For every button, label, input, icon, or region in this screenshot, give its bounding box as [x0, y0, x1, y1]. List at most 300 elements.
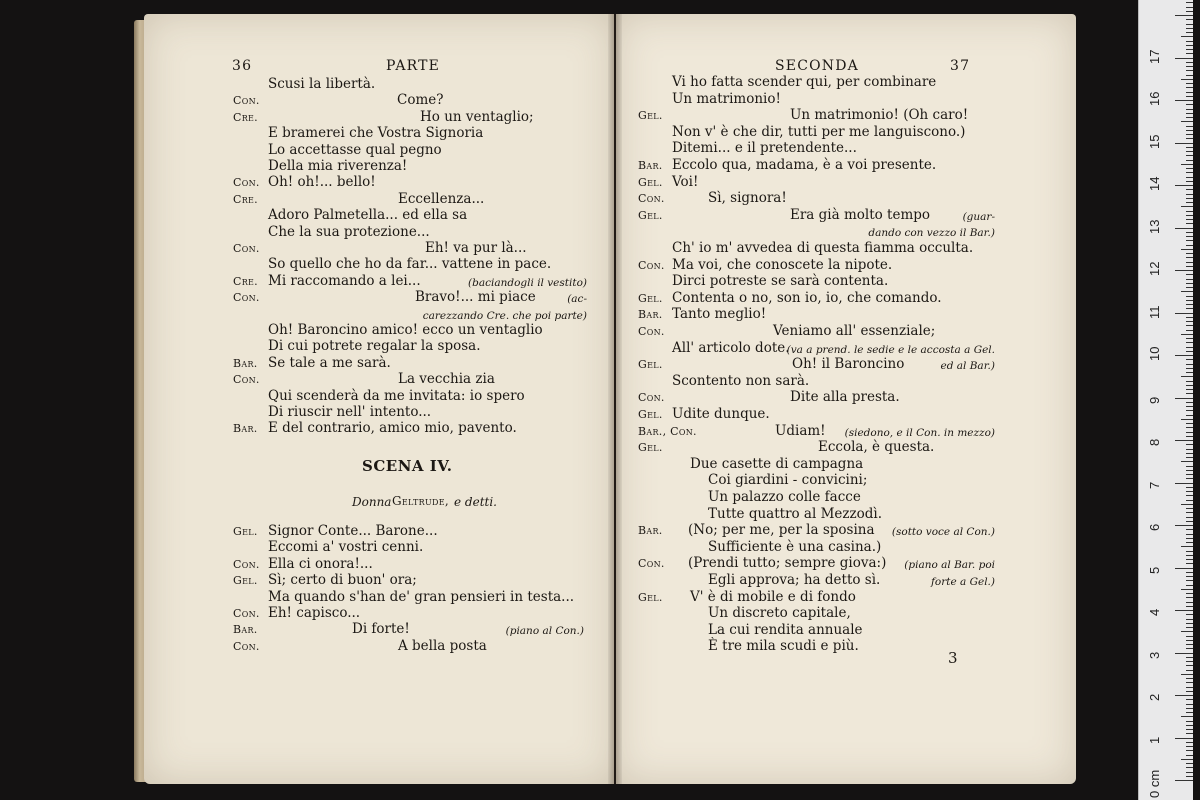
ruler-tick: [1186, 466, 1193, 467]
ruler-tick: [1186, 211, 1193, 212]
ruler-tick: [1186, 640, 1193, 641]
ruler-tick: [1186, 691, 1193, 692]
running-head: PARTE: [386, 58, 441, 74]
ruler-tick: [1186, 559, 1193, 560]
ruler-tick: [1186, 368, 1193, 369]
speaker-label: Bar.: [638, 524, 663, 538]
ruler-tick: [1186, 538, 1193, 539]
ruler-tick: [1186, 712, 1193, 713]
verse-line: Ma voi, che conoscete la nipote.: [672, 256, 893, 273]
ruler-tick: [1186, 240, 1193, 241]
ruler-tick: [1186, 410, 1193, 411]
verse-line: Lo accettasse qual pegno: [268, 141, 442, 158]
ruler-tick: [1175, 398, 1193, 399]
ruler-tick: [1186, 304, 1193, 305]
verse-line: Eh! capisco...: [268, 605, 361, 621]
ruler-tick: [1186, 7, 1193, 8]
ruler-tick: [1181, 79, 1193, 80]
ruler-tick: [1175, 15, 1193, 16]
ruler-tick: [1175, 228, 1193, 229]
ruler-tick: [1186, 53, 1193, 54]
stage-direction: (ac-: [567, 293, 587, 306]
speaker-label: Gel.: [638, 109, 663, 123]
ruler-tick: [1186, 555, 1193, 556]
ruler-tick: [1186, 521, 1193, 522]
ruler-tick: [1186, 177, 1193, 178]
ruler-tick: [1186, 491, 1193, 492]
verse-line: Un matrimonio!: [672, 90, 781, 107]
speaker-label: Con.: [233, 242, 260, 255]
measuring-ruler: [1138, 0, 1193, 800]
speaker-label: Cre.: [233, 274, 258, 288]
speaker-label: Gel.: [233, 525, 258, 538]
ruler-tick: [1181, 589, 1193, 590]
ruler-tick: [1186, 746, 1193, 747]
verse-line: Contenta o no, son io, io, che comando.: [672, 289, 942, 306]
ruler-tick: [1181, 759, 1193, 760]
ruler-tick: [1175, 185, 1193, 186]
ruler-tick: [1175, 483, 1193, 484]
verse-line: Mi raccomando a lei...: [268, 272, 421, 289]
ruler-tick: [1186, 330, 1193, 331]
ruler-tick: [1186, 665, 1193, 666]
ruler-label: 3: [1147, 651, 1162, 659]
ruler-tick: [1186, 602, 1193, 603]
ruler-tick: [1186, 87, 1193, 88]
speaker-label: Con.: [638, 391, 665, 405]
speaker-label: Gel.: [638, 358, 663, 372]
ruler-tick: [1181, 461, 1193, 462]
ruler-label: 1: [1147, 736, 1162, 744]
ruler-tick: [1186, 245, 1193, 246]
verse-line: Dirci potreste se sarà contenta.: [672, 273, 889, 290]
speaker-label: Con.: [233, 373, 260, 387]
speaker-label: Con.: [233, 607, 260, 620]
ruler-tick: [1186, 393, 1193, 394]
verse-line: Era già molto tempo: [790, 206, 931, 223]
ruler-tick: [1186, 308, 1193, 309]
ruler-tick: [1186, 325, 1193, 326]
ruler-label: 16: [1147, 91, 1162, 106]
ruler-tick: [1181, 36, 1193, 37]
ruler-tick: [1186, 321, 1193, 322]
verse-line: Vi ho fatta scender qui, per combinare: [672, 74, 937, 90]
scene-subtitle-name: Geltrude,: [392, 494, 449, 508]
ruler-tick: [1186, 49, 1193, 50]
ruler-tick: [1186, 648, 1193, 649]
verse-line: Scontento non sarà.: [672, 372, 810, 389]
stage-direction: dando con vezzo il Bar.): [868, 227, 995, 240]
stage-direction: ed al Bar.): [940, 360, 995, 373]
speaker-label: Bar.: [233, 623, 258, 637]
ruler-tick: [1186, 487, 1193, 488]
ruler-tick: [1186, 512, 1193, 513]
ruler-tick: [1186, 725, 1193, 726]
ruler-tick: [1186, 113, 1193, 114]
ruler-tick: [1186, 126, 1193, 127]
signature-mark: 3: [948, 649, 958, 667]
verse-line: Voi!: [672, 173, 699, 190]
ruler-tick: [1186, 96, 1193, 97]
ruler-tick: [1186, 755, 1193, 756]
ruler-tick: [1181, 334, 1193, 335]
ruler-tick: [1186, 627, 1193, 628]
ruler-tick: [1186, 415, 1193, 416]
verse-line: È tre mila scudi e più.: [708, 638, 859, 655]
ruler-tick: [1186, 708, 1193, 709]
page-number: 37: [950, 58, 971, 74]
ruler-tick: [1186, 253, 1193, 254]
ruler-label: 0 cm: [1147, 769, 1162, 798]
verse-line: Adoro Palmetella... ed ella sa: [268, 207, 468, 224]
ruler-tick: [1186, 75, 1193, 76]
ruler-tick: [1186, 733, 1193, 734]
speaker-label: Gel.: [233, 574, 258, 588]
ruler-tick: [1186, 232, 1193, 233]
scene-subtitle: Donna: [352, 495, 392, 509]
verse-line: Di riuscir nell' intento...: [268, 404, 432, 420]
ruler-tick: [1186, 542, 1193, 543]
speaker-label: Gel.: [638, 175, 663, 189]
ruler-tick: [1186, 338, 1193, 339]
ruler-label: 4: [1147, 608, 1162, 616]
ruler-tick: [1186, 257, 1193, 258]
ruler-tick: [1186, 296, 1193, 297]
ruler-tick: [1186, 347, 1193, 348]
speaker-label: Con.: [638, 192, 665, 206]
scene-heading: SCENA IV.: [362, 457, 453, 475]
verse-line: Che la sua protezione...: [268, 223, 430, 240]
speaker-label: Gel.: [638, 441, 663, 455]
ruler-label: 10: [1147, 346, 1162, 361]
verse-line: So quello che ho da far... vattene in pace.: [268, 256, 552, 273]
ruler-tick: [1186, 381, 1193, 382]
verse-line: Ditemi... e il pretendente...: [672, 140, 857, 157]
running-head: SECONDA: [775, 58, 859, 74]
ruler-label: 12: [1147, 261, 1162, 276]
speaker-label: Con.: [233, 557, 260, 571]
ruler-tick: [1186, 385, 1193, 386]
ruler-tick: [1175, 653, 1193, 654]
stage-direction: (piano al Bar. poi: [904, 559, 995, 572]
ruler-tick: [1175, 780, 1193, 781]
speaker-label: Con.: [638, 325, 665, 338]
ruler-tick: [1186, 687, 1193, 688]
ruler-tick: [1186, 593, 1193, 594]
ruler-tick: [1186, 359, 1193, 360]
ruler-label: 5: [1147, 566, 1162, 574]
ruler-tick: [1186, 580, 1193, 581]
ruler-tick: [1181, 546, 1193, 547]
ruler-tick: [1186, 563, 1193, 564]
ruler-tick: [1186, 11, 1193, 12]
ruler-tick: [1175, 143, 1193, 144]
ruler-tick: [1186, 772, 1193, 773]
ruler-tick: [1186, 364, 1193, 365]
verse-line: Un palazzo colle facce: [708, 489, 861, 505]
verse-line: Qui scenderà da me invitata: io spero: [268, 387, 525, 404]
ruler-tick: [1186, 729, 1193, 730]
verse-line: All' articolo dote.: [672, 339, 790, 356]
ruler-tick: [1186, 644, 1193, 645]
ruler-label: 15: [1147, 134, 1162, 149]
speaker-label: Con.: [638, 258, 665, 272]
verse-line: Sì; certo di buon' ora;: [268, 572, 417, 589]
verse-line: (Prendi tutto; sempre giova:): [688, 555, 887, 572]
ruler-tick: [1186, 457, 1193, 458]
ruler-label: 8: [1147, 438, 1162, 446]
speaker-label: Gel.: [638, 408, 663, 421]
speaker-label: Con.: [233, 176, 260, 190]
ruler-tick: [1186, 160, 1193, 161]
verse-line: Un matrimonio! (Oh caro!: [790, 107, 969, 124]
verse-line: Eh! va pur là...: [425, 240, 527, 256]
speaker-label: Con.: [233, 639, 260, 653]
stage-direction: (piano al Con.): [505, 625, 584, 638]
ruler-tick: [1181, 291, 1193, 292]
ruler-tick: [1175, 695, 1193, 696]
ruler-tick: [1175, 568, 1193, 569]
stage-direction: forte a Gel.): [931, 576, 995, 588]
ruler-tick: [1186, 406, 1193, 407]
ruler-tick: [1186, 529, 1193, 530]
verse-line: V' è di mobile e di fondo: [690, 588, 856, 605]
ruler-tick: [1186, 389, 1193, 390]
ruler-tick: [1186, 767, 1193, 768]
verse-line: Eccola, è questa.: [818, 439, 935, 456]
ruler-tick: [1186, 279, 1193, 280]
verse-line: Udite dunque.: [672, 406, 770, 422]
ruler-label: 2: [1147, 693, 1162, 701]
ruler-tick: [1186, 614, 1193, 615]
ruler-tick: [1175, 440, 1193, 441]
ruler-tick: [1186, 619, 1193, 620]
ruler-tick: [1186, 402, 1193, 403]
verse-line: Oh! Baroncino amico! ecco un ventaglio: [268, 322, 543, 338]
ruler-tick: [1186, 597, 1193, 598]
verse-line: Dite alla presta.: [790, 389, 900, 406]
ruler-tick: [1186, 500, 1193, 501]
ruler-tick: [1186, 83, 1193, 84]
verse-line: Ch' io m' avvedea di questa fiamma occulta.: [672, 240, 974, 256]
ruler-tick: [1181, 631, 1193, 632]
verse-line: Udiam!: [775, 422, 826, 439]
ruler-tick: [1175, 738, 1193, 739]
ruler-tick: [1186, 478, 1193, 479]
ruler-tick: [1186, 682, 1193, 683]
ruler-tick: [1186, 342, 1193, 343]
ruler-tick: [1186, 623, 1193, 624]
ruler-tick: [1186, 138, 1193, 139]
verse-line: Scusi la libertà.: [268, 76, 376, 92]
ruler-tick: [1181, 674, 1193, 675]
speaker-label: Gel.: [638, 208, 663, 222]
verse-line: Signor Conte... Barone...: [268, 523, 438, 539]
verse-line: Ella ci onora!...: [268, 555, 373, 572]
ruler-tick: [1186, 453, 1193, 454]
stage-direction: (siedono, e il Con. in mezzo): [844, 426, 995, 439]
ruler-tick: [1186, 585, 1193, 586]
ruler-tick: [1186, 372, 1193, 373]
ruler-label: 6: [1147, 523, 1162, 531]
ruler-tick: [1186, 219, 1193, 220]
verse-line: (No; per me, per la sposina: [688, 522, 875, 539]
speaker-label: Con.: [233, 94, 260, 108]
ruler-tick: [1186, 189, 1193, 190]
stage-direction: (va a prend. le sedie e le accosta a Gel.: [786, 343, 995, 356]
speaker-label: Bar.: [638, 159, 663, 172]
stage-direction: (baciandogli il vestito): [468, 276, 587, 289]
ruler-label: 17: [1147, 49, 1162, 64]
ruler-tick: [1181, 376, 1193, 377]
ruler-tick: [1181, 206, 1193, 207]
speaker-label: Bar.: [233, 422, 258, 436]
ruler-tick: [1186, 534, 1193, 535]
ruler-tick: [1186, 606, 1193, 607]
ruler-tick: [1181, 504, 1193, 505]
ruler-tick: [1186, 194, 1193, 195]
ruler-tick: [1186, 134, 1193, 135]
ruler-tick: [1181, 164, 1193, 165]
ruler-tick: [1175, 100, 1193, 101]
ruler-tick: [1186, 147, 1193, 148]
ruler-tick: [1175, 313, 1193, 314]
ruler-tick: [1186, 721, 1193, 722]
speaker-label: Cre.: [233, 192, 258, 206]
ruler-tick: [1186, 436, 1193, 437]
verse-line: E del contrario, amico mio, pavento.: [268, 420, 517, 437]
verse-line: Veniamo all' essenziale;: [773, 323, 936, 339]
ruler-tick: [1181, 419, 1193, 420]
verse-line: Se tale a me sarà.: [268, 354, 391, 371]
ruler-tick: [1175, 610, 1193, 611]
stage-direction: (sotto voce al Con.): [891, 526, 995, 539]
ruler-tick: [1186, 262, 1193, 263]
ruler-tick: [1186, 104, 1193, 105]
speaker-label: Con.: [233, 291, 260, 305]
ruler-tick: [1186, 151, 1193, 152]
verse-line: Ho un ventaglio;: [420, 108, 534, 125]
ruler-tick: [1186, 495, 1193, 496]
ruler-tick: [1175, 525, 1193, 526]
speaker-label: Bar.: [638, 308, 663, 322]
verse-line: Tanto meglio!: [672, 306, 767, 323]
speaker-label: Gel.: [638, 590, 663, 604]
verse-line: La vecchia zia: [398, 371, 495, 388]
ruler-tick: [1186, 449, 1193, 450]
verse-line: Eccolo qua, madama, è a voi presente.: [672, 157, 937, 173]
ruler-tick: [1186, 742, 1193, 743]
verse-line: Non v' è che dir, tutti per me languiscono.): [672, 123, 966, 140]
ruler-tick: [1186, 670, 1193, 671]
ruler-tick: [1181, 121, 1193, 122]
verse-line: Eccellenza...: [398, 190, 485, 207]
ruler-tick: [1181, 716, 1193, 717]
ruler-tick: [1186, 236, 1193, 237]
ruler-tick: [1186, 202, 1193, 203]
scene-subtitle: e detti.: [454, 495, 497, 509]
ruler-tick: [1186, 763, 1193, 764]
ruler-tick: [1186, 432, 1193, 433]
verse-line: Bravo!... mi piace: [415, 289, 536, 306]
ruler-label: 14: [1147, 176, 1162, 191]
ruler-tick: [1186, 41, 1193, 42]
book-gutter: [608, 14, 622, 784]
verse-line: La cui rendita annuale: [708, 621, 863, 638]
ruler-tick: [1186, 572, 1193, 573]
ruler-tick: [1186, 317, 1193, 318]
speaker-label: Cre.: [233, 110, 258, 124]
speaker-label: Gel.: [638, 291, 663, 305]
verse-line: Della mia riverenza!: [268, 158, 408, 174]
ruler-tick: [1186, 474, 1193, 475]
ruler-tick: [1186, 223, 1193, 224]
ruler-tick: [1186, 517, 1193, 518]
ruler-tick: [1186, 19, 1193, 20]
verse-line: Due casette di campagna: [690, 455, 864, 472]
ruler-label: 13: [1147, 219, 1162, 234]
ruler-tick: [1186, 423, 1193, 424]
ruler-tick: [1186, 198, 1193, 199]
ruler-label: 9: [1147, 396, 1162, 404]
ruler-tick: [1186, 266, 1193, 267]
ruler-tick: [1186, 287, 1193, 288]
speaker-label: Bar., Con.: [638, 424, 697, 438]
ruler-tick: [1186, 24, 1193, 25]
ruler-tick: [1186, 28, 1193, 29]
stage-direction: (guar-: [962, 210, 995, 223]
ruler-tick: [1175, 270, 1193, 271]
stage-direction: carezzando Cre. che poi parte): [422, 309, 587, 322]
ruler-tick: [1186, 215, 1193, 216]
verse-line: Come?: [397, 92, 444, 109]
ruler-tick: [1186, 155, 1193, 156]
ruler-tick: [1175, 58, 1193, 59]
ruler-tick: [1186, 636, 1193, 637]
ruler-tick: [1181, 249, 1193, 250]
ruler-tick: [1175, 355, 1193, 356]
ruler-label: 11: [1147, 305, 1162, 319]
ruler-tick: [1186, 283, 1193, 284]
ruler-tick: [1186, 444, 1193, 445]
ruler-tick: [1186, 45, 1193, 46]
ruler-tick: [1186, 427, 1193, 428]
ruler-tick: [1186, 576, 1193, 577]
speaker-label: Con.: [638, 557, 665, 571]
verse-line: Di forte!: [352, 621, 410, 638]
ruler-tick: [1186, 351, 1193, 352]
verse-line: E bramerei che Vostra Signoria: [268, 125, 484, 142]
ruler-tick: [1186, 551, 1193, 552]
verse-line: Di cui potrete regalar la sposa.: [268, 338, 481, 355]
ruler-tick: [1186, 508, 1193, 509]
ruler-tick: [1186, 62, 1193, 63]
ruler-tick: [1186, 300, 1193, 301]
page-number: 36: [232, 58, 253, 74]
verse-line: Oh! il Baroncino: [792, 356, 905, 373]
ruler-tick: [1186, 70, 1193, 71]
ruler-tick: [1186, 168, 1193, 169]
ruler-tick: [1186, 32, 1193, 33]
ruler-tick: [1186, 109, 1193, 110]
ruler-tick: [1186, 776, 1193, 777]
ruler-tick: [1186, 117, 1193, 118]
ruler-tick: [1186, 92, 1193, 93]
ruler-tick: [1186, 2, 1193, 3]
verse-line: Sì, signora!: [708, 190, 787, 207]
ruler-tick: [1186, 661, 1193, 662]
ruler-tick: [1186, 66, 1193, 67]
